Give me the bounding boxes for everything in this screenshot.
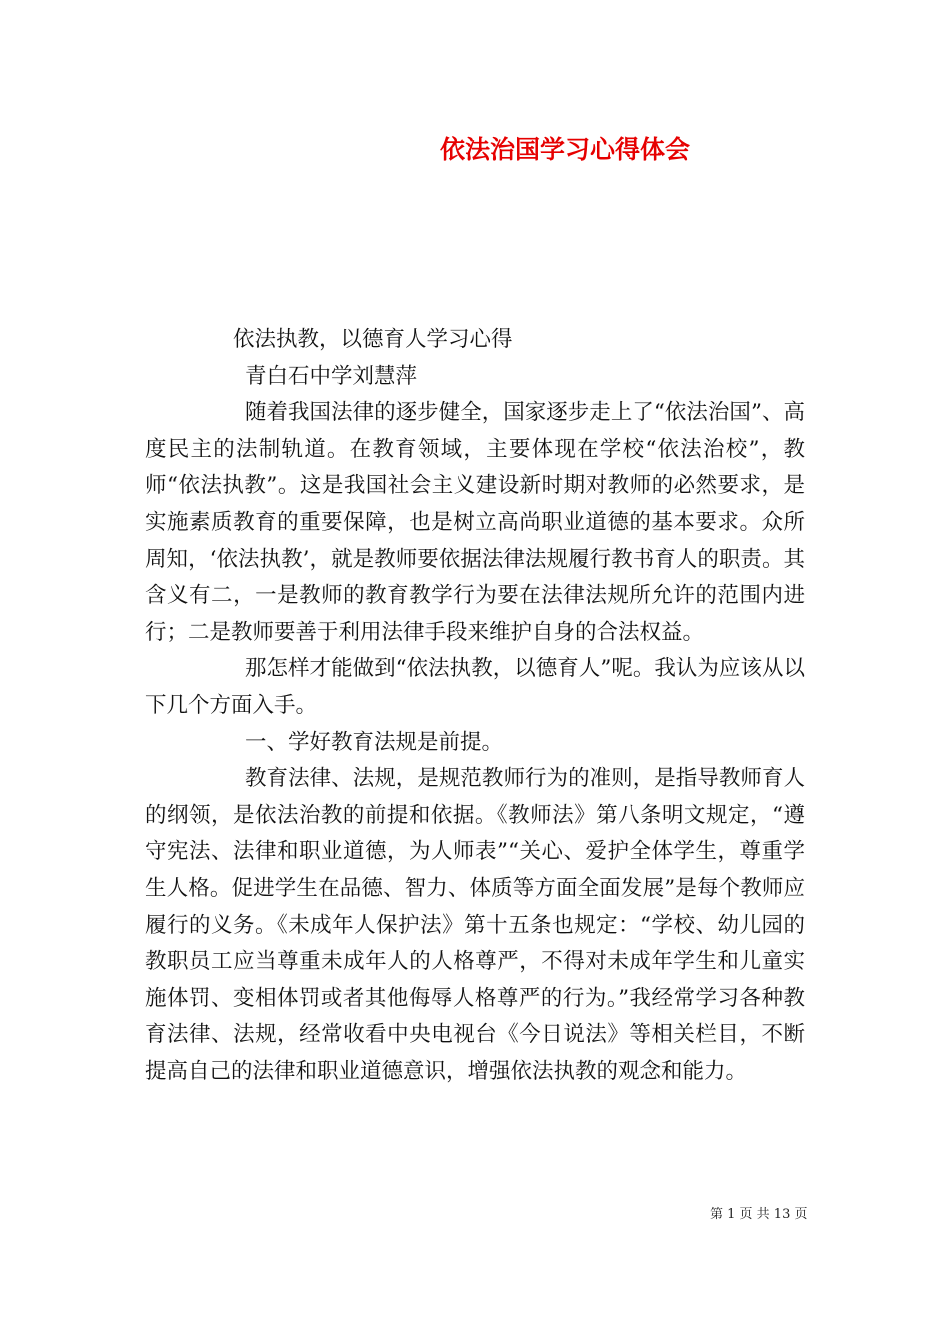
page-number: 第 1 页 共 13 页 [710, 1207, 808, 1222]
paragraph: 随着我国法律的逐步健全，国家逐步走上了“依法治国”、高度民主的法制轨道。在教育领域，主要体现在学校“依法治校”，教师“依法执教”。这是我国社会主义建设新时期对教师的必然要求，是实施素质教育的重要保障，也是树立高尚职业道德的基本要求。众所周知，‘依法执教’，就是教师要依据法律法规履行教书育人的职责。其含义有二，一是教师的教育教学行为要在法律法规所允许的范围内进行；二是教师要善于利用法律手段来维护自身的合法权益。 [145, 400, 805, 645]
document-subtitle: 依法执教，以德育人学习心得 [233, 327, 513, 352]
document-author: 青白石中学刘慧萍 [245, 363, 418, 389]
document-title: 依法治国学习心得体会 [440, 135, 691, 164]
section-heading: 一、学好教育法规是前提。 [245, 729, 504, 755]
paragraph: 那怎样才能做到“依法执教，以德育人”呢。我认为应该从以下几个方面入手。 [145, 656, 805, 718]
paragraph: 教育法律、法规，是规范教师行为的准则，是指导教师育人的纲领，是依法治教的前提和依据。《教师法》第八条明文规定，“遵守宪法、法律和职业道德，为人师表”“关心、爱护全体学生，尊重学生人格。促进学生在品德、智力、体质等方面全面发展”是每个教师应履行的义务。《未成年人保护法》第十五条也规定：“学校、幼儿园的教职员工应当尊重未成年人的人格尊严，不得对未成年学生和儿童实施体罚、变相体罚或者其他侮辱人格尊严的行为。”我经常学习各种教育法律、法规，经常收看中央电视台《今日说法》等相关栏目，不断提高自己的法律和职业道德意识，增强依法执教的观念和能力。 [145, 766, 805, 1084]
document-body [145, 322, 805, 1090]
